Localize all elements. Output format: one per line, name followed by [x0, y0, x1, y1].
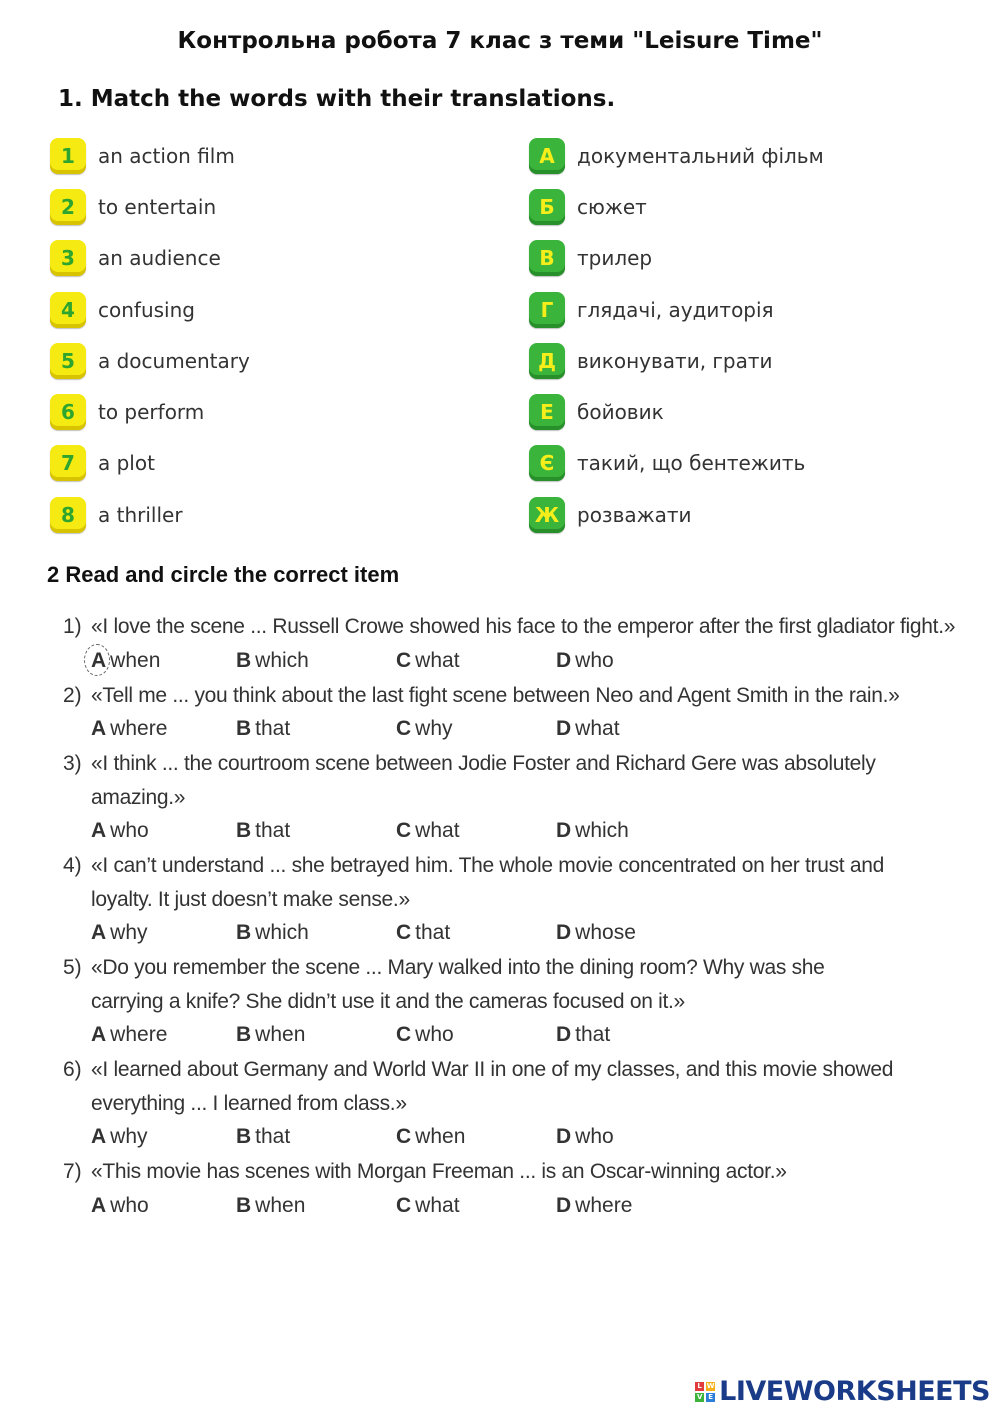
- option-word: that: [255, 717, 291, 740]
- answer-option[interactable]: [91, 814, 149, 848]
- option-letter: C: [396, 921, 412, 944]
- translation-row[interactable]: [529, 438, 824, 489]
- liveworksheets-logo: [695, 1376, 990, 1407]
- option-letter: B: [236, 1125, 252, 1148]
- option-letter: D: [556, 1125, 572, 1148]
- answer-option[interactable]: [556, 916, 636, 950]
- answer-option[interactable]: [91, 916, 148, 950]
- word-row[interactable]: [50, 233, 250, 284]
- word-row[interactable]: [50, 284, 250, 335]
- number-badge: 3: [50, 240, 86, 276]
- option-word: who: [110, 1193, 149, 1217]
- word-text: to entertain: [98, 194, 217, 219]
- answer-option[interactable]: [236, 644, 309, 678]
- option-word: that: [415, 921, 451, 944]
- word-text: a thriller: [98, 502, 183, 527]
- question: [63, 951, 963, 1053]
- answer-options: [91, 712, 963, 747]
- option-letter: D: [556, 717, 572, 740]
- option-letter: C: [396, 648, 412, 672]
- option-letter: D: [556, 1193, 572, 1217]
- question: [63, 610, 963, 679]
- option-letter: A: [91, 921, 107, 944]
- answer-option[interactable]: [396, 712, 453, 746]
- option-word: who: [415, 1023, 454, 1046]
- answer-option[interactable]: [556, 1120, 614, 1154]
- question: [63, 1053, 963, 1155]
- question-text: «I learned about Germany and World War II in one of my classes, and this movie showed: [91, 1058, 894, 1081]
- number-badge: 1: [50, 138, 86, 174]
- number-badge: 4: [50, 292, 86, 328]
- option-word: that: [255, 819, 291, 842]
- option-letter: D: [556, 819, 572, 842]
- option-word: what: [575, 717, 620, 740]
- answer-option[interactable]: [236, 1189, 305, 1223]
- word-row[interactable]: [50, 335, 250, 386]
- question-number: 1): [63, 615, 82, 638]
- letter-badge: Е: [529, 394, 565, 430]
- translation-row[interactable]: [529, 489, 824, 540]
- question-text: carrying a knife? She didn’t use it and the cameras focused on it.»: [91, 989, 685, 1013]
- option-letter: A: [91, 648, 107, 672]
- option-letter: B: [236, 717, 252, 740]
- answer-options: [91, 1189, 963, 1224]
- answer-option[interactable]: [556, 1018, 610, 1052]
- translation-text: трилер: [577, 246, 653, 271]
- word-column: [50, 130, 250, 540]
- question-text: «I think ... the courtroom scene between Jodie Foster and Richard Gere was absolutely: [91, 752, 876, 775]
- answer-options: [91, 814, 963, 849]
- logo-tile: W: [706, 1382, 715, 1390]
- answer-option[interactable]: [556, 644, 614, 678]
- logo-tile: L: [695, 1382, 704, 1391]
- letter-badge: Є: [529, 445, 565, 481]
- word-text: an action film: [98, 143, 235, 168]
- word-text: an audience: [98, 246, 221, 271]
- circled-answer-mark: [84, 644, 110, 676]
- option-word: which: [255, 921, 309, 944]
- option-letter: B: [236, 921, 252, 944]
- option-word: where: [575, 1193, 633, 1217]
- logo-tile: E: [706, 1393, 715, 1402]
- word-row[interactable]: [50, 438, 250, 489]
- option-letter: B: [236, 1023, 252, 1046]
- answer-option[interactable]: [396, 1018, 454, 1052]
- letter-badge: Г: [529, 292, 565, 328]
- answer-options: [91, 916, 963, 951]
- worksheet-title: Контрольна робота 7 клас з теми "Leisure Time": [177, 28, 823, 54]
- answer-option[interactable]: [91, 1189, 149, 1223]
- answer-option[interactable]: [396, 916, 450, 950]
- word-text: a plot: [98, 451, 155, 476]
- option-word: which: [575, 819, 629, 842]
- translation-text: виконувати, грати: [577, 348, 773, 373]
- answer-option[interactable]: [236, 712, 290, 746]
- logo-text: LIVEWORKSHEETS: [719, 1376, 990, 1407]
- question-number: 7): [63, 1160, 82, 1183]
- translation-text: бойовик: [577, 400, 664, 425]
- answer-option[interactable]: [396, 1189, 460, 1223]
- option-letter: D: [556, 1023, 572, 1046]
- answer-option[interactable]: [91, 1120, 148, 1154]
- number-badge: 6: [50, 394, 86, 430]
- option-word: what: [415, 819, 460, 842]
- answer-options: [91, 1018, 963, 1053]
- option-letter: C: [396, 819, 412, 842]
- question-number: 3): [63, 752, 82, 775]
- option-word: why: [110, 921, 148, 944]
- question-number: 4): [63, 854, 82, 877]
- option-word: why: [415, 717, 453, 740]
- number-badge: 7: [50, 445, 86, 481]
- translation-row[interactable]: [529, 284, 824, 335]
- question-text: amazing.»: [91, 785, 186, 809]
- answer-option[interactable]: [236, 1018, 305, 1052]
- question-text: everything ... I learned from class.»: [91, 1091, 407, 1115]
- translation-text: документальний фільм: [577, 143, 824, 168]
- option-word: that: [255, 1125, 291, 1148]
- translation-text: глядачі, аудиторія: [577, 297, 774, 322]
- translation-text: такий, що бентежить: [577, 451, 806, 476]
- option-letter: C: [396, 1125, 412, 1148]
- letter-badge: А: [529, 138, 565, 174]
- question-number: 2): [63, 683, 82, 707]
- option-letter: B: [236, 648, 252, 672]
- task2-heading: 2 Read and circle the correct item: [47, 562, 400, 587]
- question-text: loyalty. It just doesn’t make sense.»: [91, 887, 410, 911]
- answer-option[interactable]: [236, 1120, 290, 1154]
- question: [63, 679, 963, 748]
- option-word: who: [575, 1125, 614, 1148]
- option-word: when: [415, 1125, 466, 1148]
- word-text: a documentary: [98, 348, 250, 373]
- question: [63, 1155, 963, 1224]
- option-word: who: [575, 648, 614, 672]
- option-word: why: [110, 1125, 148, 1148]
- option-word: where: [110, 1023, 168, 1046]
- answer-option[interactable]: [91, 644, 160, 678]
- question-text: «I love the scene ... Russell Crowe showed his face to the emperor after the first gladiator fight.»: [91, 615, 956, 638]
- question-number: 6): [63, 1058, 82, 1081]
- option-letter: A: [91, 819, 107, 842]
- translation-row[interactable]: [529, 130, 824, 181]
- letter-badge: Д: [529, 343, 565, 379]
- option-letter: C: [396, 1023, 412, 1046]
- word-row[interactable]: [50, 130, 250, 181]
- option-letter: A: [91, 1193, 107, 1217]
- letter-badge: В: [529, 240, 565, 276]
- translation-row[interactable]: [529, 335, 824, 386]
- question: [63, 747, 963, 849]
- option-letter: A: [91, 1125, 107, 1148]
- option-letter: B: [236, 819, 252, 842]
- option-word: which: [255, 648, 309, 672]
- option-word: when: [255, 1193, 306, 1217]
- answer-option[interactable]: [556, 814, 629, 848]
- task1-heading: 1. Match the words with their translations.: [58, 86, 616, 112]
- option-letter: D: [556, 648, 572, 672]
- word-text: confusing: [98, 297, 195, 322]
- answer-option[interactable]: [91, 712, 167, 746]
- word-row[interactable]: [50, 181, 250, 232]
- translation-column: [529, 130, 824, 540]
- translation-row[interactable]: [529, 386, 824, 437]
- word-row[interactable]: [50, 489, 250, 540]
- option-word: when: [110, 648, 161, 672]
- question-text: «This movie has scenes with Morgan Freeman ... is an Oscar-winning actor.»: [91, 1160, 787, 1183]
- option-word: where: [110, 717, 168, 740]
- translation-row[interactable]: [529, 181, 824, 232]
- word-text: to perform: [98, 400, 205, 425]
- option-word: what: [415, 648, 460, 672]
- option-word: whose: [575, 921, 636, 944]
- option-letter: B: [236, 1193, 252, 1217]
- translation-text: сюжет: [577, 194, 647, 219]
- option-letter: C: [396, 1193, 412, 1217]
- option-word: that: [575, 1023, 611, 1046]
- question: [63, 849, 963, 951]
- answer-option[interactable]: [556, 1189, 632, 1223]
- answer-option[interactable]: [396, 814, 460, 848]
- answer-option[interactable]: [236, 916, 309, 950]
- answer-option[interactable]: [236, 814, 290, 848]
- answer-option[interactable]: [396, 644, 460, 678]
- answer-options: [91, 644, 963, 679]
- letter-badge: Б: [529, 189, 565, 225]
- question-text: «Tell me ... you think about the last fight scene between Neo and Agent Smith in the rain.»: [91, 683, 900, 707]
- logo-tile: V: [696, 1393, 703, 1401]
- question-list: [63, 610, 963, 1224]
- option-word: when: [255, 1023, 306, 1046]
- answer-option[interactable]: [91, 1018, 167, 1052]
- number-badge: 2: [50, 189, 86, 225]
- translation-row[interactable]: [529, 233, 824, 284]
- option-letter: C: [396, 717, 412, 740]
- letter-badge: Ж: [529, 497, 565, 533]
- question-number: 5): [63, 956, 82, 979]
- number-badge: 8: [50, 497, 86, 533]
- number-badge: 5: [50, 343, 86, 379]
- answer-option[interactable]: [556, 712, 620, 746]
- option-letter: A: [91, 1023, 107, 1046]
- translation-text: розважати: [577, 502, 692, 527]
- word-row[interactable]: [50, 386, 250, 437]
- answer-option[interactable]: [396, 1120, 465, 1154]
- option-letter: A: [91, 717, 107, 740]
- answer-options: [91, 1120, 963, 1155]
- question-text: «Do you remember the scene ... Mary walked into the dining room? Why was she: [91, 956, 825, 979]
- logo-icon: [695, 1382, 715, 1402]
- option-word: what: [415, 1193, 460, 1217]
- question-text: «I can’t understand ... she betrayed him. The whole movie concentrated on her trust and: [91, 854, 884, 877]
- option-word: who: [110, 819, 149, 842]
- option-letter: D: [556, 921, 572, 944]
